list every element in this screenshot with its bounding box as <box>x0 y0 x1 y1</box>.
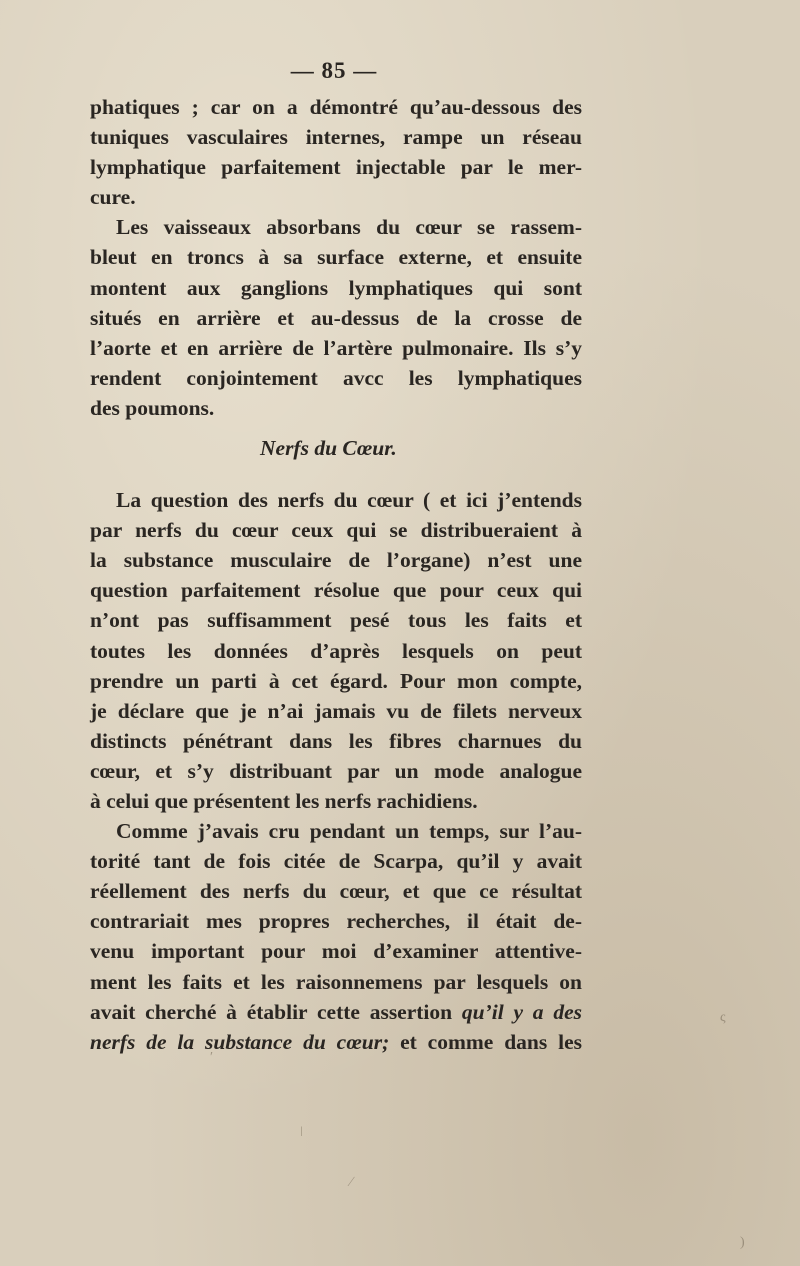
text-line: toutes les données d’après lesquels on peut <box>90 638 582 663</box>
text-line: La question des nerfs du cœur ( et ici j’entends <box>116 488 582 513</box>
text-line: situés en arrière et au-dessus de la crosse de <box>90 305 582 330</box>
text-line: bleut en troncs à sa surface externe, et ensuite <box>90 245 582 270</box>
paragraph-3 <box>90 485 582 816</box>
text-line: venu important pour moi d’examiner attentive- <box>90 939 582 964</box>
text-line: lymphatique parfaitement injectable par le mer- <box>90 155 582 180</box>
text-line: à celui que présentent les nerfs rachidiens. <box>90 788 478 813</box>
text-line: des poumons. <box>90 395 215 420</box>
text-line: contrariait mes propres recherches, il était de- <box>90 909 582 934</box>
text-line: par nerfs du cœur ceux qui se distribueraient à <box>90 518 582 543</box>
text-line: prendre un parti à cet égard. Pour mon compte, <box>90 668 582 693</box>
text-line: Les vaisseaux absorbans du cœur se rassem- <box>116 215 582 240</box>
text-line: réellement des nerfs du cœur, et que ce résultat <box>90 879 582 904</box>
text-line: ment les faits et les raisonnemens par lesquels on <box>90 969 582 994</box>
paragraph-1 <box>90 92 582 212</box>
section-heading: Nerfs du Cœur. <box>260 436 397 461</box>
text-line: distincts pénétrant dans les fibres charnues du <box>90 728 582 753</box>
page-number: — 85 — <box>290 58 378 83</box>
page-text <box>90 92 582 1057</box>
text-line: montent aux ganglions lymphatiques qui sont <box>90 275 582 300</box>
text-line <box>90 1027 582 1057</box>
text-line: je déclare que je n’ai jamais vu de filets nerveux <box>90 698 582 723</box>
text-line: cœur, et s’y distribuant par un mode analogue <box>90 758 582 783</box>
text-line: n’ont pas suffisamment pesé tous les faits et <box>90 608 582 633</box>
text-line: tuniques vasculaires internes, rampe un réseau <box>90 125 582 150</box>
text-line: question parfaitement résolue que pour ceux qui <box>90 578 582 603</box>
paper-speck: ǀ <box>300 1125 303 1140</box>
italic-text-run: nerfs de la substance du cœur; <box>90 1029 390 1054</box>
text-line: Comme j’avais cru pendant un temps, sur l’au- <box>116 819 582 844</box>
text-line: torité tant de fois citée de Scarpa, qu’il y avait <box>90 849 582 874</box>
text-line: cure. <box>90 185 136 210</box>
paragraph-4 <box>90 816 582 1057</box>
paragraph-2 <box>90 212 582 423</box>
paper-speck: ς <box>720 1010 726 1025</box>
text-run: et comme dans les <box>400 1029 582 1054</box>
text-line <box>90 997 582 1027</box>
text-line: la substance musculaire de l’organe) n’est une <box>90 548 582 573</box>
italic-text-run: qu’il y a des <box>461 999 582 1024</box>
paper-speck: ∕ <box>350 1175 353 1190</box>
text-line: l’aorte et en arrière de l’artère pulmonaire. Ils s’y <box>90 335 582 360</box>
paper-speck: ′ <box>210 1050 214 1065</box>
text-run: avait cherché à établir cette assertion <box>90 999 453 1024</box>
text-line: rendent conjointement avcc les lymphatiques <box>90 365 582 390</box>
text-line: phatiques ; car on a démontré qu’au-dessous des <box>90 95 582 119</box>
paper-speck: ) <box>740 1235 745 1250</box>
